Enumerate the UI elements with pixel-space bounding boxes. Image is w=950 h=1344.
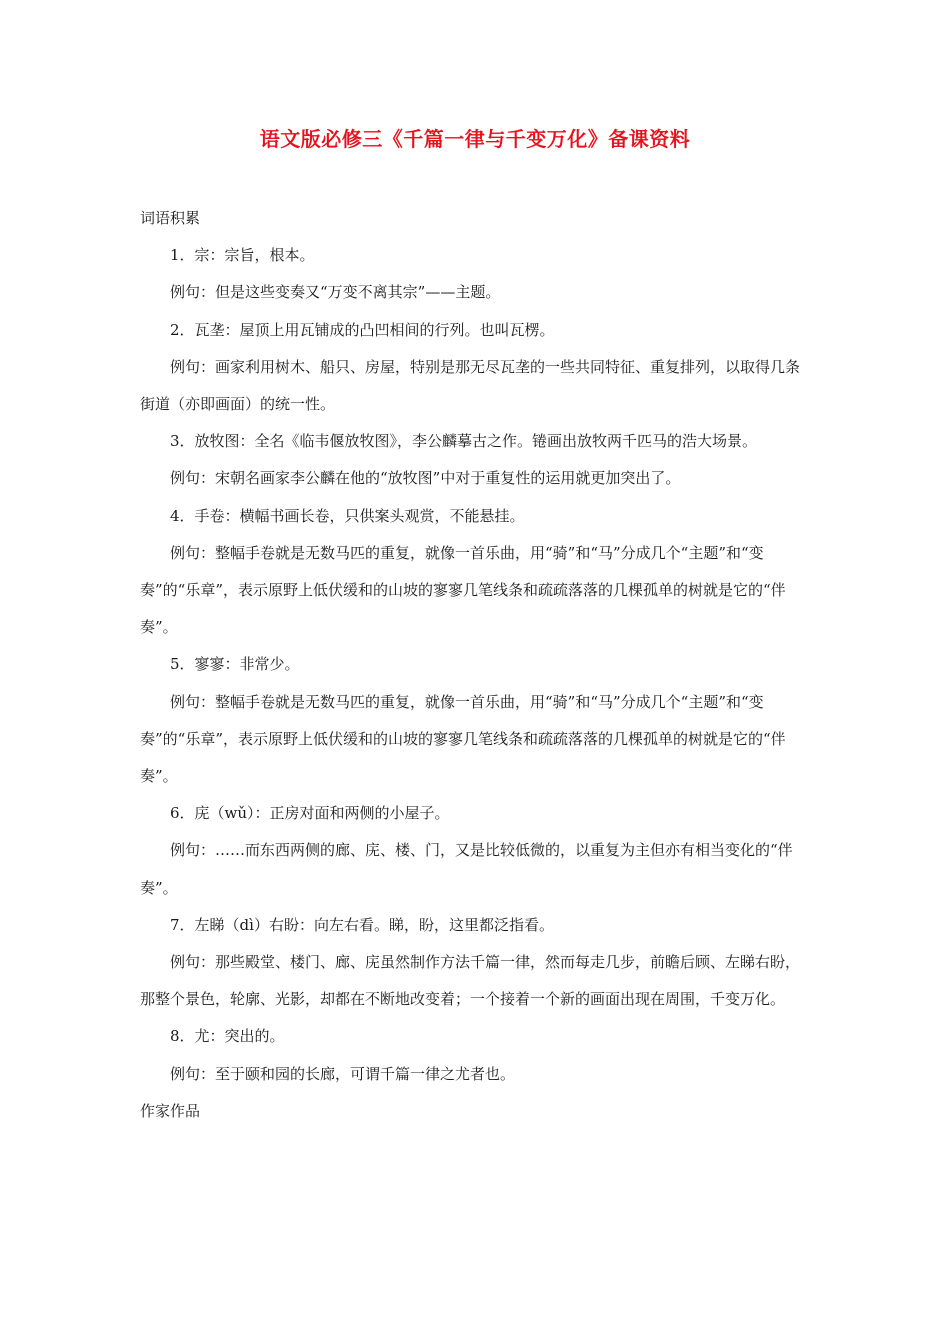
vocab-example-8: 例句：至于颐和园的长廊，可谓千篇一律之尤者也。 bbox=[170, 1064, 516, 1083]
vocab-example-1: 例句：但是这些变奏又“万变不离其宗”——主题。 bbox=[170, 283, 501, 302]
vocab-example-2: 例句：画家利用树木、船只、房屋，特别是那无尽瓦垄的一些共同特征、重复排列，以取得几条街道（亦即画面）的统一性。 bbox=[140, 357, 801, 414]
vocab-example-4: 例句：整幅手卷就是无数马匹的重复，就像一首乐曲，用“骑”和“马”分成几个“主题”和“变奏”的“乐章”，表示原野上低伏缓和的山坡的寥寥几笔线条和疏疏落落的几棵孤单的树就是它的“伴奏”。 bbox=[140, 543, 786, 637]
vocab-example-5: 例句：整幅手卷就是无数马匹的重复，就像一首乐曲，用“骑”和“马”分成几个“主题”和“变奏”的“乐章”，表示原野上低伏缓和的山坡的寥寥几笔线条和疏疏落落的几棵孤单的树就是它的“伴奏”。 bbox=[140, 692, 786, 786]
vocab-example-6: 例句：……而东西两侧的廊、庑、楼、门，又是比较低微的，以重复为主但亦有相当变化的“伴奏”。 bbox=[140, 841, 793, 897]
vocab-entry-8: 8．尤：突出的。 bbox=[170, 1027, 285, 1046]
vocab-entry-1: 1．宗：宗旨，根本。 bbox=[170, 246, 315, 265]
vocab-entry-5: 5．寥寥：非常少。 bbox=[170, 655, 300, 674]
vocab-entry-2: 2．瓦垄：屋顶上用瓦铺成的凸凹相间的行列。也叫瓦楞。 bbox=[170, 320, 555, 339]
document-title: 语文版必修三《千篇一律与千变万化》备课资料 bbox=[259, 127, 691, 151]
vocab-entry-3: 3．放牧图：全名《临韦偃放牧图》，李公麟摹古之作。锩画出放牧两千匹马的浩大场景。 bbox=[170, 432, 758, 451]
vocab-example-7: 例句：那些殿堂、楼门、廊、庑虽然制作方法千篇一律，然而每走几步，前瞻后顾、左睇右盼，那整个景色，轮廓、光影，却都在不断地改变着；一个接着一个新的画面出现在周围，千变万化。 bbox=[140, 953, 801, 1009]
section-heading-authors: 作家作品 bbox=[140, 1101, 201, 1120]
vocab-entry-6: 6．庑（wǔ）：正房对面和两侧的小屋子。 bbox=[170, 804, 450, 823]
vocab-entry-7: 7．左睇（dì）右盼：向左右看。睇，盼，这里都泛指看。 bbox=[170, 915, 554, 934]
document-body bbox=[140, 200, 810, 1130]
vocab-example-3: 例句：宋朝名画家李公麟在他的“放牧图”中对于重复性的运用就更加突出了。 bbox=[170, 469, 681, 488]
vocab-entry-4: 4．手卷：横幅书画长卷，只供案头观赏，不能悬挂。 bbox=[170, 506, 525, 525]
section-heading-vocabulary: 词语积累 bbox=[140, 209, 201, 227]
